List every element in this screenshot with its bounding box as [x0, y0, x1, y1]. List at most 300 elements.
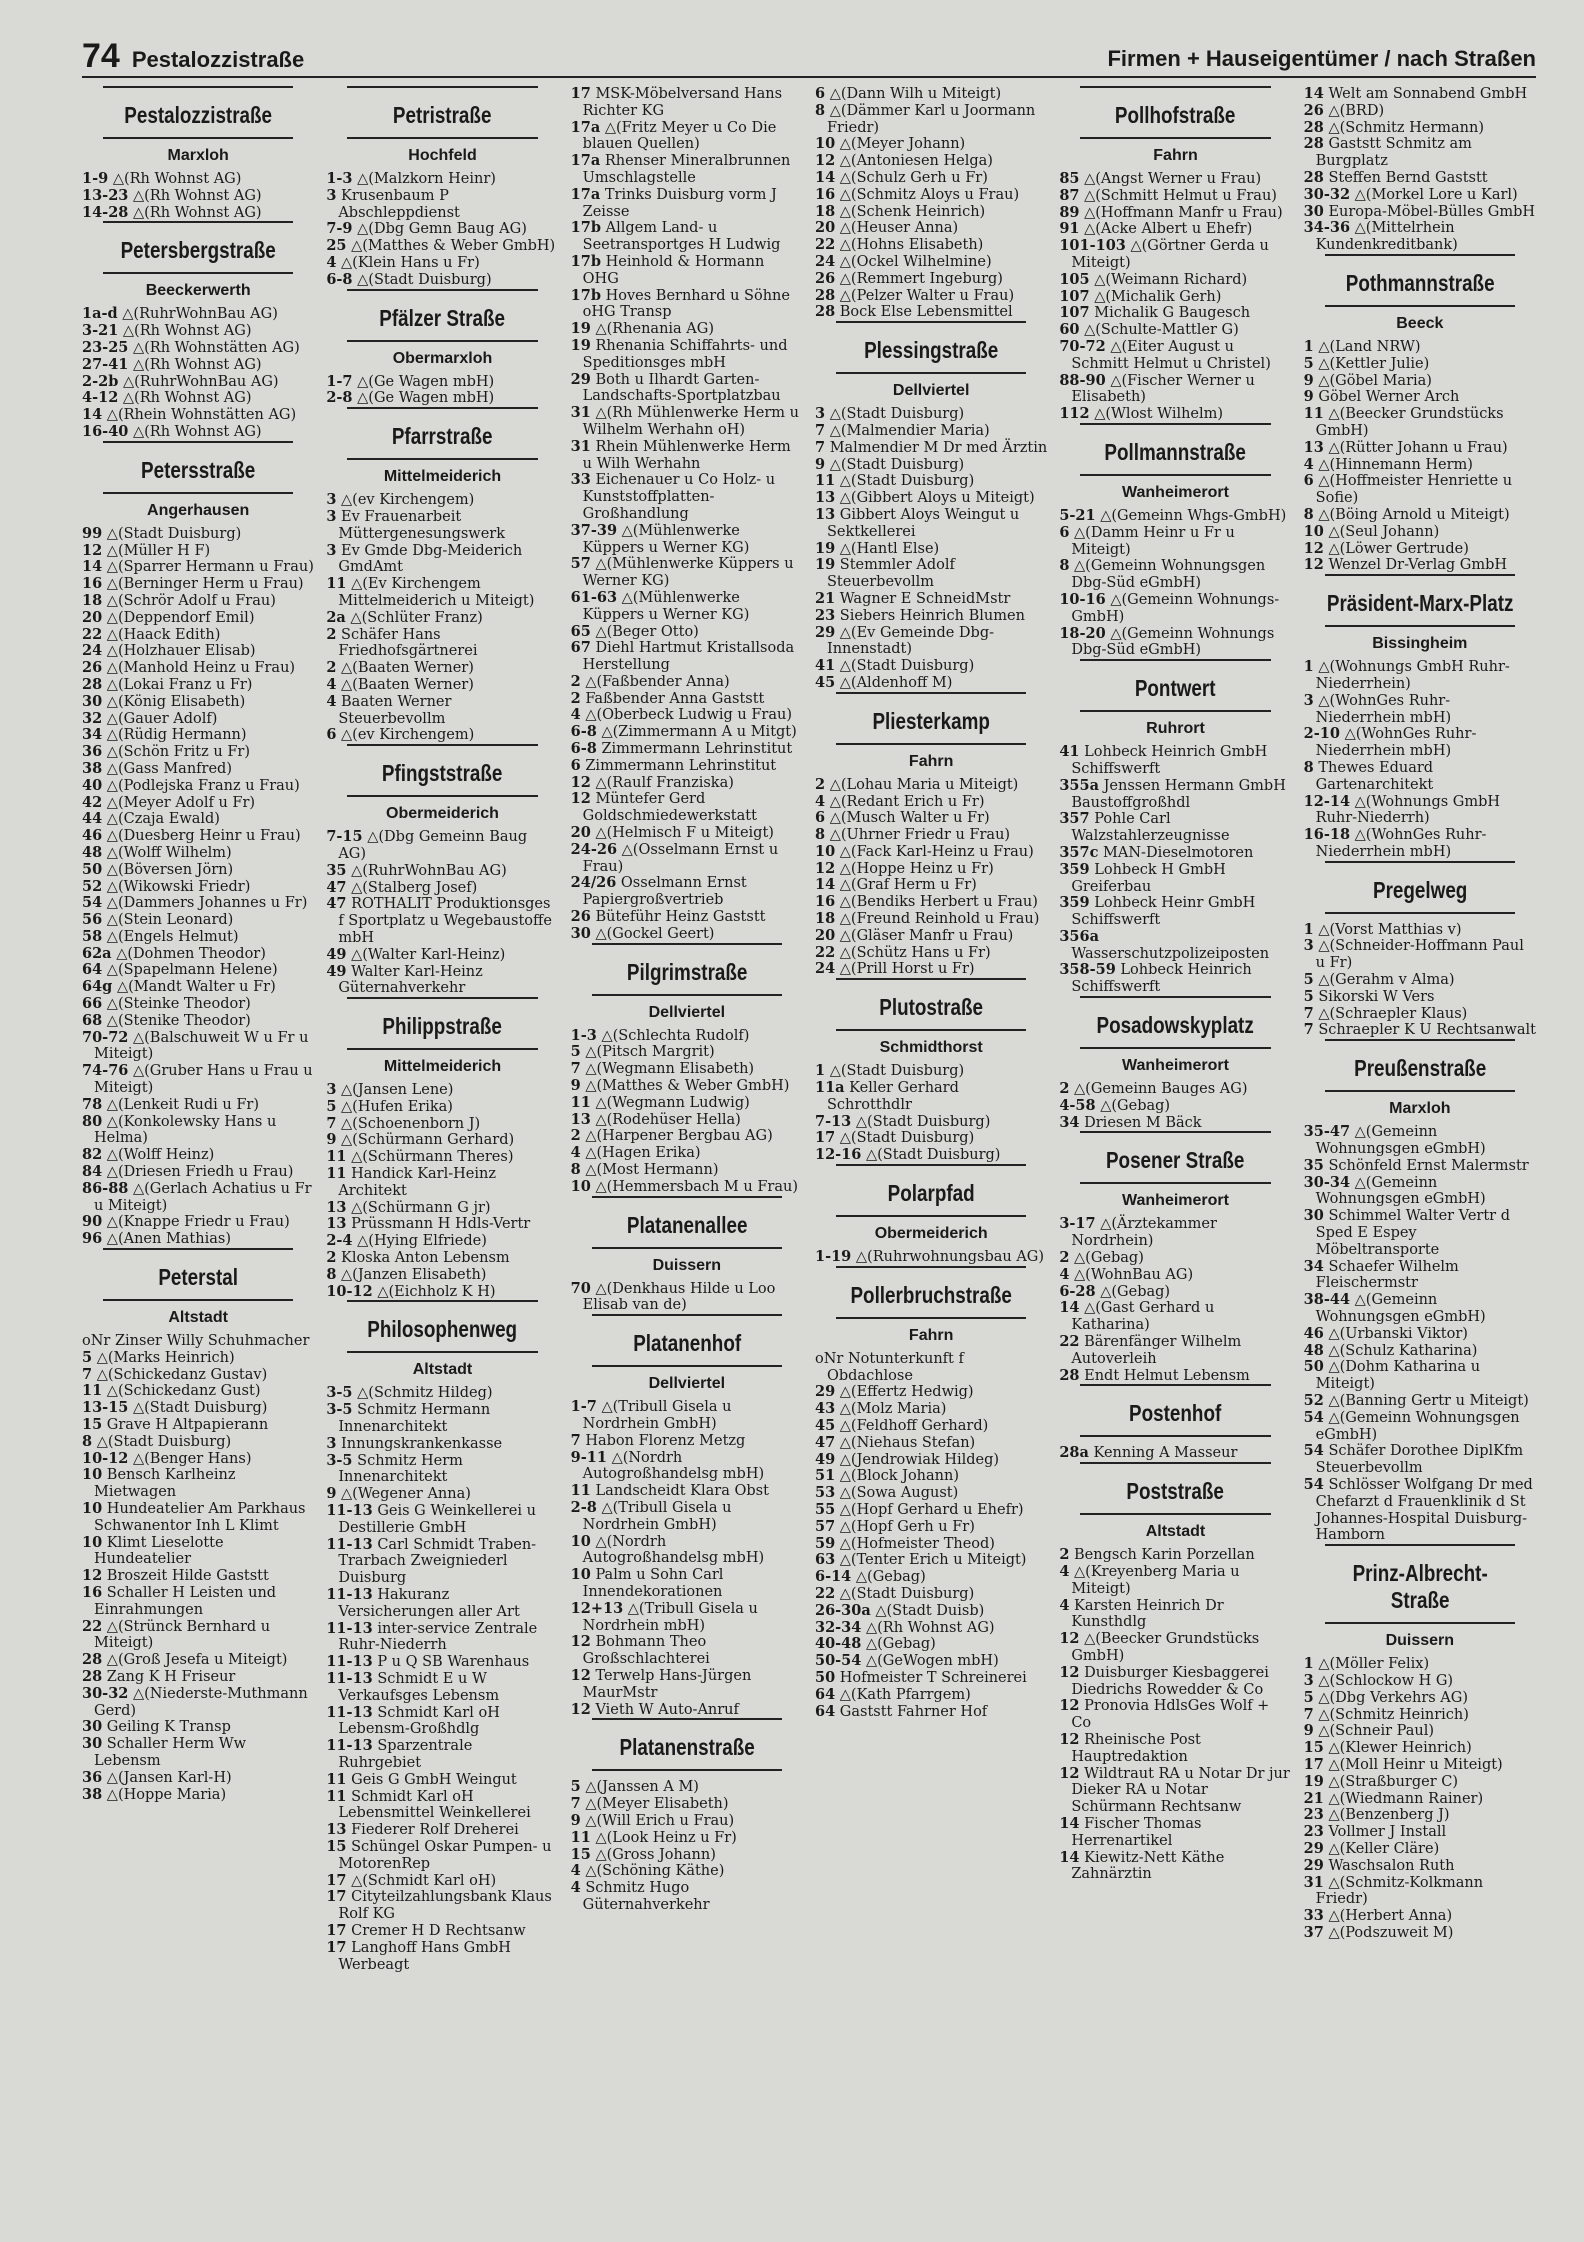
address-entry [82, 390, 314, 407]
owner-text: Pronovia HdlsGes Wolf + Co [1071, 1698, 1270, 1732]
house-number: 11 [570, 1093, 591, 1111]
house-number: 24 [814, 960, 836, 978]
address-entry [82, 828, 314, 845]
owner-text: △(Hohns Elisabeth) [839, 237, 984, 254]
district-name: Duissern [652, 1256, 722, 1274]
district-name: Duissern [1385, 1632, 1455, 1650]
house-number: 17a [570, 152, 601, 170]
owner-text: △(Schürmann Gerhard) [341, 1132, 515, 1149]
street-name: Posener Straße [1106, 1147, 1245, 1174]
address-entry [82, 694, 314, 711]
house-number: 9 [326, 1131, 337, 1149]
owner-text: Europa-Möbel-Bülles GmbH [1328, 203, 1536, 220]
owner-text: △(Wolff Wilhelm) [106, 844, 232, 861]
house-number: 85 [1059, 170, 1080, 187]
address-entry [1304, 938, 1536, 972]
house-number: 7-15 [326, 828, 363, 846]
address-entry [1304, 1673, 1536, 1690]
owner-text: Malmendier M Dr med Ärztin [829, 439, 1048, 456]
house-number: 4 [1059, 1563, 1070, 1581]
address-entry [1304, 170, 1536, 187]
house-number: 4 [570, 1862, 581, 1880]
house-number: 50 [814, 1668, 836, 1686]
address-entry [326, 727, 558, 744]
owner-text: △(Stadt Duisburg) [855, 1113, 991, 1130]
district-name: Marxloh [167, 147, 229, 164]
address-entry [1304, 473, 1536, 507]
house-number: 4 [326, 675, 337, 693]
house-number: 5 [1303, 354, 1314, 372]
address-entry [815, 423, 1047, 440]
owner-text: Zimmermann Lehrinstitut [601, 741, 793, 758]
owner-text: △(Remmert Ingeburg) [839, 270, 1003, 287]
owner-text: △(Schulte-Mattler G) [1084, 322, 1239, 339]
address-entry [1304, 659, 1536, 693]
owner-text: △(Lohau Maria u Miteigt) [829, 776, 1019, 793]
owner-text: △(Sparrer Hermann u Frau) [106, 559, 314, 576]
owner-text: △(Antoniesen Helga) [839, 153, 993, 170]
owner-text: △(Schmitz Hermann) [1328, 119, 1485, 136]
house-number: 30 [570, 924, 591, 942]
house-number: 51 [814, 1467, 836, 1485]
address-entry [326, 1132, 558, 1149]
owner-text: △(Stalberg Josef) [351, 879, 478, 896]
address-entry [1304, 1858, 1536, 1875]
street-rule-bottom [103, 492, 294, 494]
owner-text: △(Hoppe Heinz u Fr) [839, 860, 994, 877]
street-name: Polarpfad [887, 1180, 975, 1207]
house-number: 13 [570, 1110, 591, 1128]
house-number: 9 [1303, 371, 1314, 389]
house-number: 25 [326, 237, 347, 255]
owner-text: Zang K H Friseur [106, 1668, 236, 1685]
address-entry [815, 136, 1047, 153]
address-entry [82, 1097, 314, 1114]
address-entry [82, 979, 314, 996]
house-number: 11-13 [326, 1535, 373, 1553]
district-spacer [1304, 914, 1536, 922]
house-number: 47 [814, 1433, 836, 1451]
house-number: 4 [570, 706, 581, 724]
owner-text: Cremer H D Rechtsanw [351, 1922, 526, 1939]
address-entry [82, 1434, 314, 1451]
address-entry [1304, 827, 1536, 861]
house-number: 24 [814, 252, 836, 270]
address-entry [1059, 171, 1291, 188]
house-number: 37-39 [570, 521, 618, 539]
address-entry [1059, 289, 1291, 306]
owner-text: △(Walter Karl-Heinz) [351, 946, 506, 963]
owner-text: Siebers Heinrich Blumen [839, 607, 1025, 624]
address-entry [82, 962, 314, 979]
street-name: Petersbergstraße [120, 237, 276, 264]
owner-text: △(Stadt Duisburg) [829, 456, 965, 473]
house-number: 11-13 [326, 1703, 373, 1721]
owner-text: △(Raulf Franziska) [595, 774, 734, 791]
address-entry [815, 1653, 1047, 1670]
house-number: 105 [1059, 270, 1090, 288]
street-block [815, 692, 1047, 979]
street-rule-bottom [347, 795, 538, 797]
owner-text: △(Schneir Paul) [1318, 1723, 1435, 1740]
street-name: Platanenstraße [619, 1734, 755, 1761]
owner-text: △(Dbg Gemn Baug AG) [357, 221, 527, 238]
address-entry [815, 794, 1047, 811]
house-number: 17b [570, 286, 601, 304]
owner-text: △(Beger Otto) [595, 623, 699, 640]
owner-text: MSK-Möbelversand Hans Richter KG [582, 86, 783, 119]
address-entry [1304, 1791, 1536, 1808]
house-number: 101-103 [1059, 237, 1126, 255]
house-number: 3 [326, 541, 337, 559]
owner-text: △(Fritz Meyer u Co Die blauen Quellen) [582, 119, 777, 153]
owner-text: Walter Karl-Heinz Güternahverkehr [338, 963, 483, 997]
address-entry [1059, 1098, 1291, 1115]
house-number: 41 [814, 657, 836, 675]
house-number: 38 [82, 759, 103, 777]
owner-text: Sikorski W Vers [1318, 988, 1435, 1005]
owner-text: Schlösser Wolfgang Dr med Chefarzt d Frauenklinik d St Johannes-Hospital Duisburg-Hamborn [1315, 1477, 1533, 1544]
street-block-continued [1304, 86, 1536, 254]
house-number: 32 [82, 709, 103, 727]
address-entry [1304, 989, 1536, 1006]
address-entry [815, 288, 1047, 305]
house-number: 60 [1059, 321, 1080, 339]
address-entry [571, 674, 803, 691]
owner-text: △(Wegmann Elisabeth) [585, 1061, 755, 1078]
address-entry [1059, 272, 1291, 289]
house-number: 9 [1303, 388, 1314, 406]
district-name: Hochfeld [408, 147, 477, 164]
address-entry [1304, 1343, 1536, 1360]
owner-text: △(Gemeinn Wohnungsgen eGmbH) [1315, 1174, 1486, 1208]
address-entry [326, 509, 558, 543]
house-number: 12 [1059, 1663, 1080, 1681]
street-block [1304, 1544, 1536, 1942]
address-entry [571, 1162, 803, 1179]
address-entry [1304, 1006, 1536, 1023]
address-entry [82, 1535, 314, 1569]
address-entry [82, 627, 314, 644]
directory-column [1059, 86, 1291, 2226]
house-number: 4-12 [82, 389, 119, 407]
street-block-continued [815, 86, 1047, 321]
owner-text: Krusenbaum P Abschleppdienst [338, 187, 460, 221]
owner-text: △(Michalik Gerh) [1094, 288, 1222, 305]
address-entry [326, 880, 558, 897]
house-number: 48 [82, 843, 103, 861]
street-rule-top [347, 86, 538, 88]
street-rule-bottom [1080, 710, 1271, 712]
owner-text: Both u Ilhardt Garten-Landschafts-Sportplatzbau [582, 371, 781, 405]
owner-text: Terwelp Hans-Jürgen MaurMstr [582, 1667, 752, 1701]
street-rule-top [836, 692, 1027, 694]
house-number: 12 [1059, 1731, 1080, 1748]
owner-text: △(Benger Hans) [132, 1450, 252, 1467]
house-number: 2 [1059, 1080, 1070, 1098]
owner-text: Bärenfänger Wilhelm Autoverleih [1071, 1334, 1242, 1367]
header-street: Pestalozzistraße [131, 47, 305, 72]
house-number: 6-8 [326, 270, 353, 288]
street-name: Philippstraße [382, 1013, 503, 1040]
address-entry [326, 1772, 558, 1789]
owner-text: △(Deppendorf Emil) [106, 609, 255, 626]
house-number: 4 [570, 1879, 581, 1897]
address-entry [815, 625, 1047, 659]
house-number: 41 [1059, 743, 1080, 761]
street-block [571, 1196, 803, 1315]
address-entry [82, 845, 314, 862]
house-number: 33 [1303, 1907, 1324, 1925]
address-entry [571, 758, 803, 775]
owner-text: Rheinische Post Hauptredaktion [1071, 1732, 1201, 1765]
house-number: 7 [326, 1114, 337, 1132]
address-entry [326, 1250, 558, 1267]
owner-text: △(Gebag) [865, 1636, 936, 1653]
street-block [815, 1164, 1047, 1266]
house-number: 8 [814, 826, 826, 844]
owner-text: △(Stadt Duisburg) [829, 406, 965, 423]
house-number: 24/26 [570, 874, 617, 892]
house-number: 14 [814, 168, 836, 186]
street-rule-bottom [1080, 137, 1271, 139]
house-number: 67 [570, 639, 591, 657]
street-block [815, 1266, 1047, 1721]
house-number: 3-5 [326, 1384, 353, 1402]
house-number: 30 [82, 1735, 103, 1753]
owner-text: △(Eichholz K H) [377, 1283, 496, 1300]
district-name: Obermeiderich [386, 805, 499, 823]
owner-text: △(Aldenhoff M) [839, 674, 953, 691]
owner-text: △(Matthes & Weber GmbH) [585, 1078, 790, 1095]
address-entry [326, 1621, 558, 1655]
address-entry [1304, 457, 1536, 474]
owner-text: Rhenser Mineralbrunnen Umschlagstelle [582, 153, 791, 186]
house-number: 91 [1059, 220, 1080, 238]
owner-text: △(Wikowski Friedr) [106, 878, 251, 895]
house-number: 17 [570, 86, 591, 102]
address-entry [1304, 760, 1536, 794]
address-entry [815, 810, 1047, 827]
house-number: 9 [326, 1485, 337, 1503]
address-entry [815, 608, 1047, 625]
owner-text: Rhein Mühlenwerke Herm u Wilh Werhahn [582, 438, 791, 472]
street-name: Prinz-Albrecht-Straße [1352, 1560, 1488, 1614]
owner-text: △(Marks Heinrich) [96, 1349, 235, 1366]
address-entry [82, 1669, 314, 1686]
owner-text: inter-service Zentrale Ruhr-Niederrh [338, 1620, 538, 1654]
house-number: 2 [1059, 1546, 1070, 1564]
address-entry [82, 1114, 314, 1148]
owner-text: △(Stadt Duisburg) [132, 1400, 268, 1417]
address-entry [1059, 1445, 1291, 1462]
owner-text: △(Schmitz Hildeg) [357, 1385, 493, 1402]
house-number: 4 [570, 1144, 581, 1162]
street-name: Postenhof [1129, 1400, 1222, 1427]
house-number: 5 [570, 1778, 581, 1796]
house-number: 9-11 [570, 1448, 607, 1466]
address-entry [82, 171, 314, 188]
address-entry [326, 1873, 558, 1890]
house-number: 7 [1303, 1021, 1314, 1039]
owner-text: MAN-Dieselmotoren [1103, 844, 1254, 861]
address-entry [1059, 508, 1291, 525]
owner-text: △(Ärztekammer Nordrhein) [1071, 1216, 1217, 1250]
owner-text: Ev Gmde Dbg-Meiderich GmdAmt [338, 542, 523, 576]
address-entry [1304, 389, 1536, 406]
street-rule-top [836, 1164, 1027, 1166]
address-entry [82, 1147, 314, 1164]
address-entry [82, 879, 314, 896]
house-number: 20 [570, 824, 591, 842]
house-number: 28 [814, 303, 836, 321]
street-rule-top [1325, 1039, 1516, 1041]
address-entry [1059, 1334, 1291, 1368]
owner-text: △(Podlejska Franz u Frau) [106, 777, 300, 794]
house-number: 4-58 [1059, 1096, 1096, 1114]
address-entry [326, 1705, 558, 1739]
house-number: 47 [326, 895, 347, 913]
address-entry [1059, 1665, 1291, 1699]
street-block-continued [571, 86, 803, 943]
street-rule-bottom [1325, 1090, 1516, 1092]
owner-text: Driesen M Bäck [1084, 1114, 1202, 1131]
address-entry [326, 1453, 558, 1487]
owner-text: △(Schmitz Aloys u Frau) [839, 186, 1020, 203]
owner-text: △(Sowa August) [839, 1485, 959, 1502]
owner-text: △(Ev Kirchengem Mittelmeiderich u Miteigt) [338, 576, 535, 609]
address-entry [815, 1080, 1047, 1114]
owner-text: △(WohnGes Ruhr-Niederrhein mbH) [1315, 726, 1477, 760]
owner-text: △(Gemeinn Wohnungsgen Dbg-Süd eGmbH) [1071, 558, 1266, 592]
owner-text: Hakuranz Versicherungen aller Art [338, 1587, 520, 1620]
house-number: 8 [814, 101, 826, 119]
house-number: 80 [82, 1112, 103, 1130]
house-number: 1 [1303, 1655, 1314, 1673]
address-entry [815, 1569, 1047, 1586]
address-entry [1059, 862, 1291, 896]
address-entry [1304, 1326, 1536, 1343]
owner-text: Geis G GmbH Weingut [351, 1771, 517, 1788]
address-entry [815, 1401, 1047, 1418]
address-entry [1304, 1443, 1536, 1477]
house-number: 61-63 [570, 588, 618, 606]
address-entry [1304, 693, 1536, 727]
address-entry [1304, 103, 1536, 120]
house-number: 36 [82, 1768, 103, 1786]
address-entry [82, 811, 314, 828]
address-entry [571, 1601, 803, 1635]
house-number: 8 [570, 1161, 581, 1179]
owner-text: △(Steinke Theodor) [106, 996, 251, 1013]
house-number: 28 [82, 675, 103, 693]
street-rule-top [347, 289, 538, 291]
street-rule-bottom [1080, 474, 1271, 476]
owner-text: △(Knappe Friedr u Frau) [106, 1214, 290, 1231]
owner-text: Schönfeld Ernst Malermstr [1328, 1157, 1529, 1174]
address-entry [815, 1384, 1047, 1401]
owner-text: △(Holzhauer Elisab) [106, 643, 256, 660]
owner-text: Lohbeck H GmbH Greiferbau [1071, 861, 1226, 895]
address-entry [815, 86, 1047, 103]
house-number: 24-26 [570, 840, 618, 858]
owner-text: △(Land NRW) [1318, 338, 1421, 355]
house-number: 6-8 [570, 740, 597, 758]
house-number: 6-28 [1059, 1282, 1096, 1300]
address-entry [1059, 1698, 1291, 1732]
house-number: 22 [82, 1617, 103, 1635]
owner-text: △(Schneider-Hoffmann Paul u Fr) [1315, 938, 1524, 972]
street-rule-bottom [103, 137, 294, 139]
address-entry [571, 1779, 803, 1796]
house-number: 11a [814, 1079, 845, 1097]
house-number: 9 [814, 455, 826, 473]
house-number: 15 [570, 1845, 591, 1863]
owner-text: △(Baaten Werner) [341, 676, 474, 693]
house-number: 12 [570, 790, 591, 808]
owner-text: △(Gerlach Achatius u Fr u Miteigt) [94, 1180, 312, 1214]
house-number: 47 [326, 878, 347, 896]
owner-text: △(Denkhaus Hilde u Loo Elisab van de) [582, 1280, 776, 1314]
owner-text: △(Harpener Bergbau AG) [585, 1128, 773, 1145]
owner-text: △(Gebag) [855, 1569, 926, 1586]
owner-text: △(Klewer Heinrich) [1328, 1740, 1472, 1757]
address-entry [82, 643, 314, 660]
address-entry [571, 321, 803, 338]
owner-text: △(Damm Heinr u Fr u Miteigt) [1071, 524, 1235, 558]
directory-column [326, 86, 558, 2226]
address-entry [815, 1485, 1047, 1502]
house-number: 22 [814, 1585, 836, 1602]
owner-text: △(Tribull Gisela u Nordrhein GmbH) [582, 1399, 732, 1432]
owner-text: △(Gebag) [1100, 1283, 1171, 1300]
address-entry [571, 372, 803, 406]
house-number: 34-36 [1303, 219, 1351, 237]
owner-text: Wasserschutzpolizeiposten [1071, 945, 1270, 962]
owner-text: Schüngel Oskar Pumpen- u MotorenRep [338, 1838, 552, 1872]
owner-text: △(Schraepler Klaus) [1318, 1005, 1468, 1022]
address-entry [1059, 1631, 1291, 1665]
house-number: 55 [814, 1501, 836, 1519]
address-entry [1059, 778, 1291, 812]
owner-text: △(Janzen Elisabeth) [341, 1266, 487, 1283]
address-entry [571, 1145, 803, 1162]
house-number: 12 [570, 1666, 591, 1684]
house-number: 30-32 [82, 1684, 129, 1702]
address-entry [1304, 557, 1536, 574]
house-number: 49 [814, 1450, 836, 1468]
owner-text: Ev Frauenarbeit Müttergenesungswerk [338, 508, 506, 542]
address-entry [326, 576, 558, 610]
owner-text: Schaller H Leisten und Einrahmungen [94, 1584, 277, 1618]
street-rule-top [1325, 254, 1516, 256]
address-entry [571, 1847, 803, 1864]
house-number: 3 [326, 186, 337, 204]
address-entry [815, 170, 1047, 187]
owner-text: △(Rüdig Hermann) [106, 727, 247, 744]
address-entry [815, 861, 1047, 878]
address-entry [326, 390, 558, 407]
owner-text: △(RuhrWohnBau AG) [122, 306, 278, 323]
house-number: 26 [82, 659, 103, 677]
address-entry [815, 1586, 1047, 1603]
address-entry [82, 996, 314, 1013]
address-entry [571, 523, 803, 557]
owner-text: △(Schürmann G jr) [351, 1199, 491, 1216]
house-number: 29 [1303, 1839, 1324, 1857]
house-number: 22 [1059, 1333, 1080, 1351]
address-entry [326, 1402, 558, 1436]
